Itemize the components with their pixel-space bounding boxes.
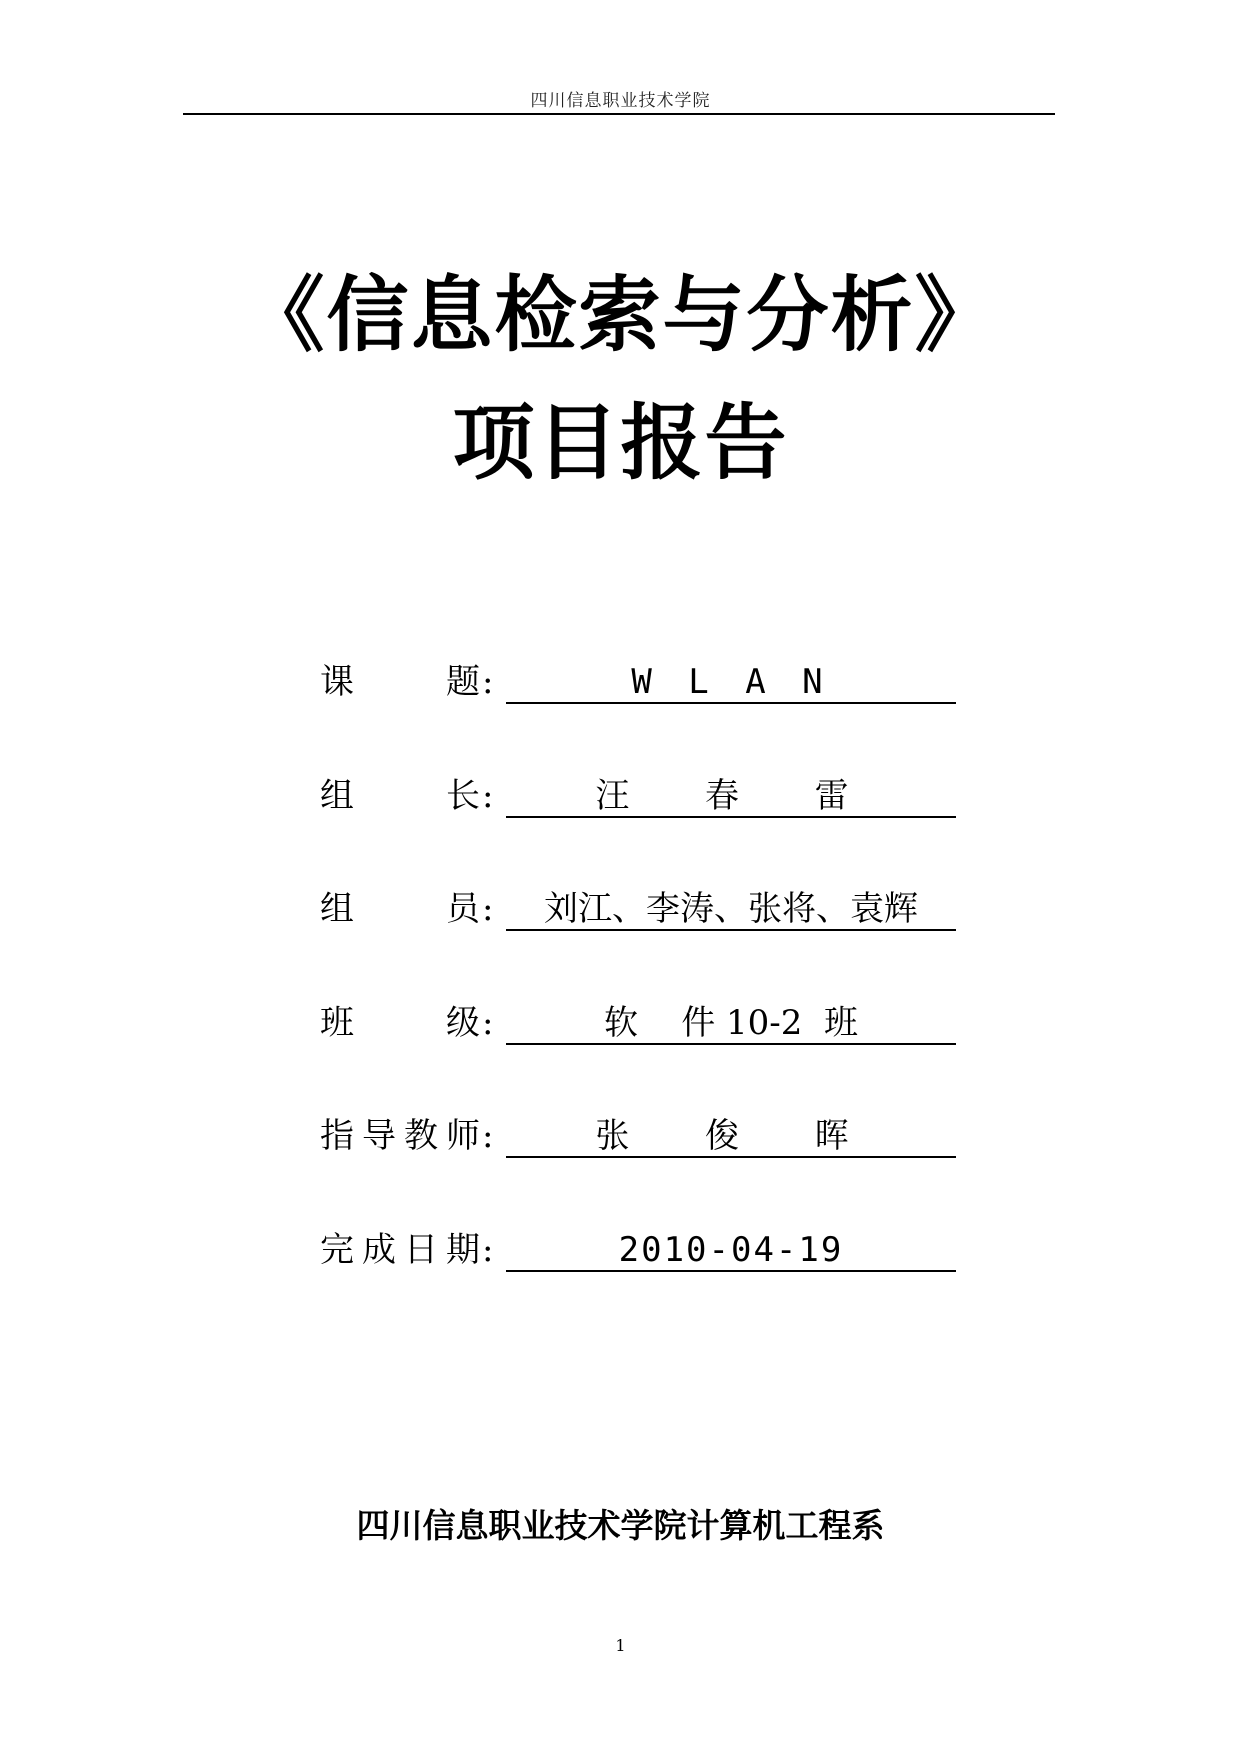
field-colon: : — [482, 1116, 494, 1156]
field-colon: : — [482, 662, 494, 702]
field-label-advisor: 指 导 教 师 — [320, 1116, 480, 1156]
field-row-topic — [320, 662, 960, 776]
running-header: 四川信息职业技术学院 — [530, 91, 711, 111]
page-number: 1 — [615, 1636, 626, 1655]
field-value-date: 2010-04-19 — [506, 1230, 956, 1272]
cover-info-fields — [320, 662, 960, 1343]
field-colon: : — [482, 1229, 494, 1270]
field-colon: : — [482, 889, 494, 929]
field-value-class: 软 件 10-2 班 — [506, 1003, 956, 1045]
report-title: 《信息检索与分析》 — [242, 268, 999, 363]
field-row-members — [320, 889, 960, 1003]
field-row-class — [320, 1003, 960, 1117]
field-value-members: 刘江、李涛、张将、袁辉 — [506, 889, 956, 931]
field-label-class: 班 级 — [320, 1002, 480, 1043]
field-row-leader — [320, 776, 960, 890]
field-label-members: 组 员 — [320, 889, 480, 929]
field-row-date — [320, 1230, 960, 1344]
field-label-topic: 课 题 — [320, 662, 480, 702]
field-colon: : — [482, 775, 494, 816]
field-row-advisor — [320, 1116, 960, 1230]
field-colon: : — [482, 1002, 494, 1043]
field-value-advisor: 张 俊 晖 — [506, 1116, 956, 1158]
header-rule — [183, 113, 1055, 115]
field-label-date: 完 成 日 期 — [320, 1229, 480, 1270]
report-subtitle: 项目报告 — [452, 396, 789, 491]
department-name: 四川信息职业技术学院计算机工程系 — [356, 1506, 885, 1545]
field-value-leader: 汪 春 雷 — [506, 776, 956, 818]
field-label-leader: 组 长 — [320, 775, 480, 816]
field-value-topic: W L A N — [506, 662, 956, 704]
